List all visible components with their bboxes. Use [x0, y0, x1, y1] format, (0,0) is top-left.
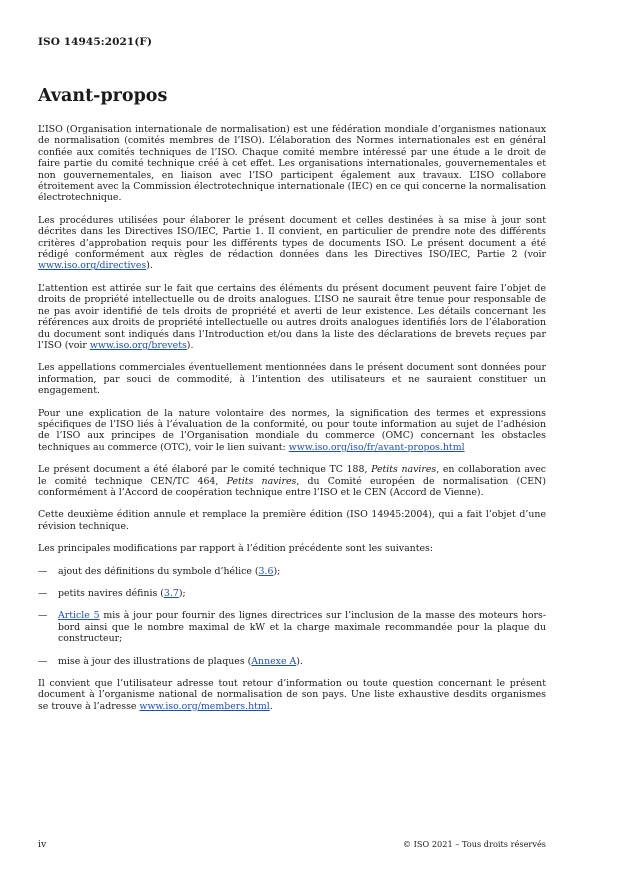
list-item-text: ajout des définitions du symbole d’hélice (3.6); — [58, 565, 281, 577]
paragraph-text: Le présent document a été élaboré par le comité technique TC 188, — [38, 464, 372, 476]
article-5-link[interactable]: Article 5 — [58, 610, 100, 622]
foreword-body — [38, 124, 546, 712]
clause-link-3-7[interactable]: 3.7 — [163, 588, 179, 599]
members-link[interactable]: www.iso.org/members.html — [139, 700, 270, 712]
paragraph-text: L’attention est attirée sur le fait que certains des éléments du présent document peuvent faire l’objet de droits de propriété intellectuelle ou de droits analogues. L’ISO ne saurait être tenue pour responsable de ne pas avoir identifié de tels droits de propriété et averti de leur existence. Les détails concernant les références aux droits de propriété intellectuelle ou autres droits analogues identifiés lors de l’élaboration du document sont indiqués dans l’Introduction et/ou dans la liste des déclarations de brevets reçues par l’ISO (voir — [38, 282, 546, 351]
paragraph-text: Il convient que l’utilisateur adresse tout retour d’information ou toute question concernant le présent document à l’organisme national de normalisation de son pays. Une liste exhaustive desdits organismes se trouve à l’adresse — [38, 678, 546, 712]
list-item-text: Article 5 mis à jour pour fournir des lignes directrices sur l’inclusion de la masse des moteurs hors-bord ainsi que le nombre maximal de kW et la charge maximale recommandée pour la plaque du constructeur; — [58, 610, 547, 645]
paragraph-text: , en collaboration avec le comité technique CEN/TC 464, — [38, 464, 546, 487]
paragraph-text: Les procédures utilisées pour élaborer le présent document et celles destinées à sa mise à jour sont décrites dans les Directives ISO/IEC, Partie 1. Il convient, en particulier de prendre note des différents critères d’approbation requis pour les différents types de documents ISO. Le présent document a été rédigé conformément aux règles de rédaction données dans les Directives ISO/IEC, Partie 2 (voir — [38, 214, 546, 261]
paragraph-edition: Cette deuxième édition annule et remplace la première édition (ISO 14945:2004), qui a fait l’objet d’une révision technique. — [38, 509, 546, 532]
paragraph-feedback — [38, 678, 546, 712]
paragraph-patents — [38, 283, 546, 351]
list-item — [38, 566, 546, 577]
paragraph-end: . — [269, 700, 273, 712]
clause-link-3-6[interactable]: 3.6 — [258, 565, 274, 577]
list-item — [38, 656, 546, 667]
annex-a-link[interactable]: Annexe A — [251, 655, 297, 667]
list-item-text: mise à jour des illustrations de plaques (Annexe A). — [58, 655, 303, 667]
list-item — [38, 588, 546, 599]
patents-link[interactable]: www.iso.org/brevets — [89, 339, 187, 351]
foreword-info-link[interactable]: www.iso.org/iso/fr/avant-propos.html — [288, 441, 465, 453]
list-dash: — — [38, 565, 48, 577]
document-id-header: ISO 14945:2021(F) — [38, 36, 153, 48]
page-number: iv — [38, 839, 47, 850]
paragraph-trade-names: Les appellations commerciales éventuellement mentionnées dans le présent document sont données pour information, par souci de commodité, à l’intention des utilisateurs et ne sauraient constituer un engagement. — [38, 362, 546, 397]
paragraph-end: ). — [186, 339, 194, 351]
list-dash: — — [38, 588, 48, 599]
paragraph-committee — [38, 464, 546, 498]
paragraph-text: , du Comité européen de normalisation (CEN) conformément à l’Accord de coopération technique entre l’ISO et le CEN (Accord de Vienne). — [38, 475, 547, 498]
paragraph-procedures — [38, 215, 546, 272]
paragraph-iso-intro: L’ISO (Organisation internationale de normalisation) est une fédération mondiale d’organismes nationaux de normalisation (comités membres de l’ISO). L’élaboration des Normes internationales est en général confiée aux comités techniques de l’ISO. Chaque comité membre intéressé par une étude a le droit de faire partie du comité technique créé à cet effet. Les organisations internationales, gouvernementales et non gouvernementales, en liaison avec l’ISO participent également aux travaux. L’ISO collabore étroitement avec la Commission électrotechnique internationale (IEC) en ce qui concerne la normalisation électrotechnique. — [38, 124, 546, 204]
list-item — [38, 610, 546, 644]
directives-link[interactable]: www.iso.org/directives — [38, 260, 147, 272]
paragraph-text: Pour une explication de la nature volontaire des normes, la signification des termes et expressions spécifiques de l’ISO liés à l’évaluation de la conformité, ou pour toute information au sujet de l’adhésion de l’ISO aux principes de l’Organisation mondiale du commerce (OMC) concernant les obstacles techniques au commerce (OTC), voir le lien suivant: — [38, 407, 546, 453]
paragraph-changes-intro: Les principales modifications par rapport à l’édition précédente sont les suivantes: — [38, 543, 433, 555]
list-dash: — — [38, 655, 48, 667]
list-dash: — — [38, 610, 48, 622]
list-item-text: petits navires définis (3.7); — [58, 588, 186, 599]
paragraph-voluntary-nature — [38, 408, 546, 454]
committee-name: Petits navires — [226, 475, 297, 487]
page-title: Avant-propos — [38, 86, 168, 106]
copyright-notice: © ISO 2021 – Tous droits réservés — [402, 839, 546, 849]
committee-name: Petits navires — [371, 464, 437, 476]
paragraph-end: ). — [146, 260, 153, 272]
